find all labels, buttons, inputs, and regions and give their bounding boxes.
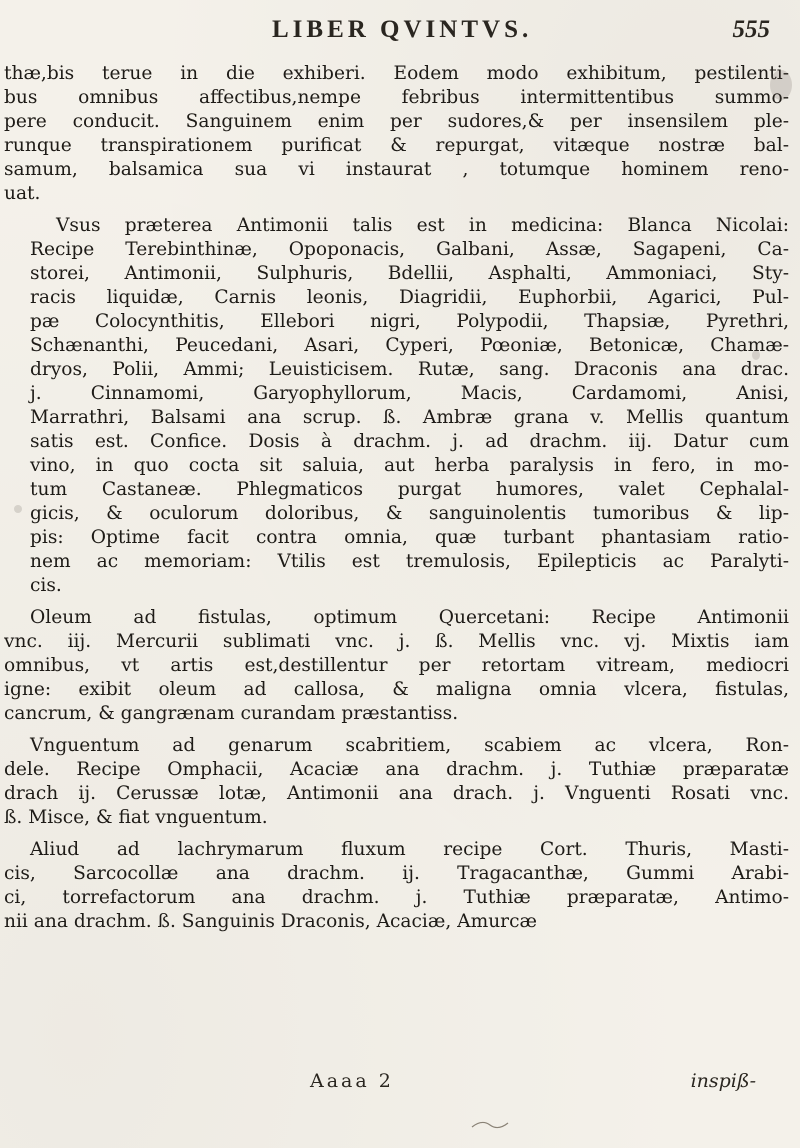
paragraph-4	[4, 734, 789, 830]
text-line: omnibus, vt artis est,destillentur per retortam vitream, mediocri	[4, 655, 789, 676]
ink-stain	[752, 350, 760, 360]
text-line: vnc. iij. Mercurii sublimati vnc. j. ß. Mellis vnc. vj. Mixtis iam	[4, 631, 789, 652]
paragraph-2	[4, 214, 789, 598]
text-line: nem ac memoriam: Vtilis est tremulosis, Epilepticis ac Paralyti-	[30, 551, 789, 572]
text-line: satis est. Confice. Dosis à drachm. j. ad drachm. iij. Datur cum	[30, 431, 789, 452]
text-line: pere conducit. Sanguinem enim per sudores,& per insensilem ple-	[4, 111, 789, 132]
text-line: Recipe Terebinthinæ, Opoponacis, Galbani, Assæ, Sagapeni, Ca-	[30, 239, 789, 260]
text-line: j. Cinnamomi, Garyophyllorum, Macis, Cardamomi, Anisi,	[30, 383, 789, 404]
text-line: bus omnibus affectibus,nempe febribus intermittentibus summo-	[4, 87, 789, 108]
text-line: drach ij. Cerussæ lotæ, Antimonii ana drach. j. Vnguenti Rosati vnc.	[4, 783, 789, 804]
text-line: pæ Colocynthitis, Ellebori nigri, Polypodii, Thapsiæ, Pyrethri,	[30, 311, 789, 332]
text-line: runque transpirationem purificat & repurgat, vitæque nostræ bal-	[4, 135, 789, 156]
text-line: gicis, & oculorum doloribus, & sanguinolentis tumoribus & lip-	[30, 503, 789, 524]
body-text	[4, 62, 789, 934]
ink-stain	[770, 70, 792, 100]
catchword: inspiß-	[690, 1070, 756, 1092]
text-line: ci, torrefactorum ana drachm. j. Tuthiæ præparatæ, Antimo-	[4, 887, 789, 908]
text-line: Vsus præterea Antimonii talis est in medicina: Blanca Nicolai:	[56, 215, 789, 236]
text-line: vino, in quo cocta sit saluia, aut herba paralysis in fero, in mo-	[30, 455, 789, 476]
text-line: Aliud ad lachrymarum fluxum recipe Cort. Thuris, Masti-	[30, 839, 789, 860]
page-header	[40, 12, 782, 52]
page-number: 555	[732, 16, 770, 43]
text-line: uat.	[4, 183, 41, 204]
ink-stain	[14, 505, 22, 513]
paragraph-3	[4, 606, 789, 726]
text-line: Marrathri, Balsami ana scrup. ß. Ambræ grana v. Mellis quantum	[30, 407, 789, 428]
text-line: igne: exibit oleum ad callosa, & maligna omnia vlcera, fistulas,	[4, 679, 789, 700]
text-line: dele. Recipe Omphacii, Acaciæ ana drachm. j. Tuthiæ præparatæ	[4, 759, 789, 780]
running-title: LIBER QVINTVS.	[272, 16, 533, 43]
text-line: cis.	[30, 575, 62, 596]
text-line: tum Castaneæ. Phlegmaticos purgat humores, valet Cephalal-	[30, 479, 789, 500]
paragraph-1	[4, 62, 789, 206]
text-line: Vnguentum ad genarum scabritiem, scabiem ac vlcera, Ron-	[30, 735, 789, 756]
text-line: nii ana drachm. ß. Sanguinis Draconis, Acaciæ, Amurcæ	[4, 911, 537, 932]
text-line: ß. Misce, & fiat vnguentum.	[4, 807, 268, 828]
pen-stroke-mark	[470, 1115, 510, 1133]
text-line: racis liquidæ, Carnis leonis, Diagridii, Euphorbii, Agarici, Pul-	[30, 287, 789, 308]
text-line: storei, Antimonii, Sulphuris, Bdellii, Asphalti, Ammoniaci, Sty-	[30, 263, 789, 284]
paragraph-5	[4, 838, 789, 934]
text-line: thæ,bis terue in die exhiberi. Eodem modo exhibitum, pestilenti-	[4, 63, 789, 84]
text-line: pis: Optime facit contra omnia, quæ turbant phantasiam ratio-	[30, 527, 789, 548]
text-line: Oleum ad fistulas, optimum Quercetani: Recipe Antimonii	[30, 607, 789, 628]
text-line: cancrum, & gangrænam curandam præstantiss.	[4, 703, 459, 724]
signature-mark: Aaaa 2	[310, 1070, 394, 1092]
text-line: cis, Sarcocollæ ana drachm. ij. Tragacanthæ, Gummi Arabi-	[4, 863, 789, 884]
text-line: Schænanthi, Peucedani, Asari, Cyperi, Pœoniæ, Betonicæ, Chamæ-	[30, 335, 789, 356]
text-line: dryos, Polii, Ammi; Leuisticisem. Rutæ, sang. Draconis ana drac.	[30, 359, 789, 380]
text-line: samum, balsamica sua vi instaurat , totumque hominem reno-	[4, 159, 789, 180]
